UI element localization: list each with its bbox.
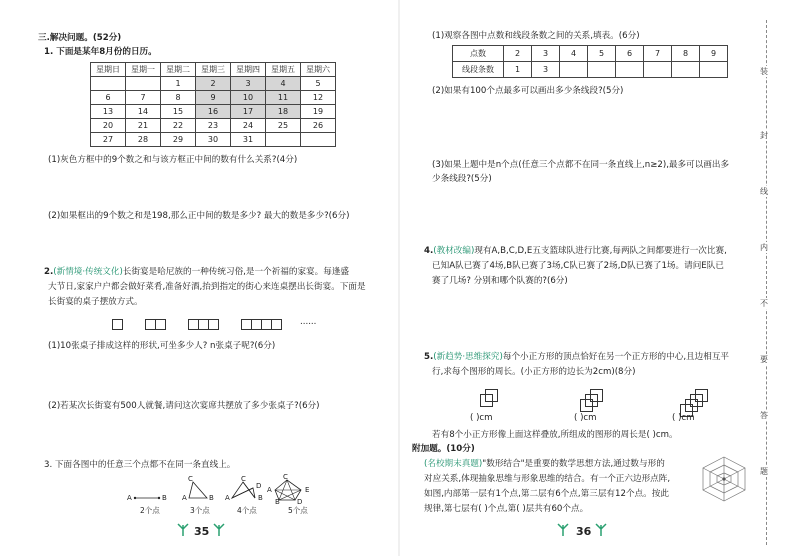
q5-line3: 若有8个小正方形像上面这样叠放,所组成的图形的周长是( )cm。: [432, 430, 678, 440]
r-part1: (1)观察各图中点数和线段条数之间的关系,填表。(6分): [432, 31, 640, 41]
binding-char: 线: [760, 187, 768, 196]
grass-icon: [212, 521, 226, 537]
svg-text:B: B: [258, 494, 263, 502]
svg-text:D: D: [297, 498, 303, 506]
q2-part2: (2)若某次长街宴有500人就餐,请问这次宴席共摆放了多少张桌子?(6分): [48, 401, 320, 411]
points-cell: 7: [644, 46, 672, 62]
calendar-cell: 20: [91, 119, 126, 133]
extra-line2: 对应关系,体现抽象思维与形象思维的结合。有一个正六边形点阵,: [424, 474, 671, 484]
q1-part2: (2)如果框出的9个数之和是198,那么正中间的数是多少? 最大的数是多少?(6分): [48, 211, 350, 221]
q2-tag: (新情境·传统文化): [53, 267, 123, 277]
binding-char: 装: [760, 67, 768, 76]
calendar-cell: [266, 133, 301, 147]
q2-line1: [44, 267, 349, 278]
calendar-header-cell: 星期五: [266, 63, 301, 77]
svg-text:C: C: [241, 475, 246, 483]
calendar-cell: 30: [196, 133, 231, 147]
calendar-cell: 24: [231, 119, 266, 133]
grass-icon: [594, 521, 608, 537]
calendar-cell: [91, 77, 126, 91]
calendar-cell: 29: [161, 133, 196, 147]
points-cell: 2: [504, 46, 532, 62]
q1-intro: 1. 下面是某年8月份的日历。: [44, 47, 157, 57]
extra-tag: (名校期末真题): [424, 459, 483, 469]
r-part2: (2)如果有100个点最多可以画出多少条线段?(5分): [432, 86, 624, 96]
points-row: [453, 46, 728, 62]
extra-text1: "数形结合"是重要的数学思想方法,通过数与形的: [482, 459, 665, 469]
calendar-cell: 9: [196, 91, 231, 105]
calendar-cell: 31: [231, 133, 266, 147]
table-shape: [208, 319, 219, 330]
fig-label-4: 4个点: [237, 506, 257, 515]
svg-text:C: C: [188, 475, 193, 483]
grass-icon: [556, 521, 570, 537]
calendar-cell: 19: [301, 105, 336, 119]
calendar-cell: 15: [161, 105, 196, 119]
calendar-cell: 12: [301, 91, 336, 105]
calendar-cell: 10: [231, 91, 266, 105]
calendar-cell: 26: [301, 119, 336, 133]
small-square: [695, 389, 708, 402]
q4-line1: [424, 246, 727, 257]
q4-tag: (教材改编): [433, 246, 475, 256]
fig-label-3: 3个点: [190, 506, 210, 515]
q1-part1: (1)灰色方框中的9个数之和与该方框正中间的数有什么关系?(4分): [48, 155, 298, 165]
segments-cell[interactable]: [616, 62, 644, 78]
calendar-header-cell: 星期二: [161, 63, 196, 77]
svg-text:B: B: [209, 494, 214, 502]
q5-line2: 行,求每个图形的周长。(小正方形的边长为2cm)(8分): [432, 367, 636, 377]
blank-3[interactable]: ( )cm: [672, 413, 695, 423]
calendar-cell: 3: [231, 77, 266, 91]
calendar-header-cell: 星期三: [196, 63, 231, 77]
segments-cell: 3: [532, 62, 560, 78]
segments-header: 线段条数: [453, 62, 504, 78]
blank-1[interactable]: ( )cm: [470, 413, 493, 423]
section-title: 三.解决问题。(52分): [38, 33, 122, 43]
calendar-cell: 28: [126, 133, 161, 147]
calendar-row: [91, 91, 336, 105]
calendar-cell: 5: [301, 77, 336, 91]
page-number-left: 35: [194, 525, 210, 538]
binding-char: 要: [760, 355, 768, 364]
hexagon-lattice-figure: [696, 454, 752, 504]
q5-tag: (新趋势·思维探究): [433, 352, 503, 362]
calendar-row: [91, 119, 336, 133]
extra-line1: [424, 459, 665, 470]
extra-title: 附加题。(10分): [412, 444, 475, 454]
calendar-cell: 23: [196, 119, 231, 133]
small-square: [590, 389, 603, 402]
points-cell: 9: [700, 46, 728, 62]
calendar-header-cell: 星期一: [126, 63, 161, 77]
ellipsis: ......: [300, 317, 317, 327]
calendar-row: [91, 105, 336, 119]
calendar-cell: 25: [266, 119, 301, 133]
calendar-header-cell: 星期日: [91, 63, 126, 77]
segments-cell[interactable]: [672, 62, 700, 78]
calendar-cell: 18: [266, 105, 301, 119]
extra-line4: 规律,第七层有( )个点,第( )层共有60个点。: [424, 504, 589, 514]
calendar-cell: [126, 77, 161, 91]
calendar-cell: 8: [161, 91, 196, 105]
extra-line3: 如图,内部第一层有1个点,第二层有6个点,第三层有12个点。按此: [424, 489, 669, 499]
calendar-table: [90, 62, 336, 147]
svg-text:B: B: [275, 498, 280, 506]
svg-text:C: C: [283, 474, 288, 481]
page-gutter: [398, 0, 400, 556]
table-shape: [155, 319, 166, 330]
binding-char: 答: [760, 411, 768, 420]
r-part3-line2: 少条线段?(5分): [432, 174, 492, 184]
fig-label-2: 2个点: [140, 506, 160, 515]
table-shape: [271, 319, 282, 330]
binding-char: 不: [760, 299, 768, 308]
grass-icon: [176, 521, 190, 537]
q4-number: 4.: [424, 246, 434, 256]
binding-char: 封: [760, 131, 768, 140]
calendar-cell: 1: [161, 77, 196, 91]
q4-line3: 赛了几场? 分别和哪个队赛的?(6分): [432, 276, 568, 286]
calendar-cell: 4: [266, 77, 301, 91]
q2-part1: (1)10张桌子排成这样的形状,可坐多少人? n张桌子呢?(6分): [48, 341, 276, 351]
q3-intro: 3. 下面各图中的任意三个点都不在同一条直线上。: [44, 460, 236, 470]
svg-text:E: E: [305, 486, 310, 494]
calendar-cell: 16: [196, 105, 231, 119]
q2-number: 2.: [44, 267, 54, 277]
points-cell: 8: [672, 46, 700, 62]
q4-line2: 已知A队已赛了4场,B队已赛了3场,C队已赛了2场,D队已赛了1场。请问E队已: [432, 261, 724, 271]
calendar-cell: 13: [91, 105, 126, 119]
calendar-cell: 27: [91, 133, 126, 147]
segments-cell: 1: [504, 62, 532, 78]
calendar-cell: 17: [231, 105, 266, 119]
fig-label-5: 5个点: [288, 506, 308, 515]
page-number-right: 36: [576, 525, 592, 538]
binding-char: 内: [760, 243, 768, 252]
points-cell: 4: [560, 46, 588, 62]
points-cell: 6: [616, 46, 644, 62]
blank-2[interactable]: ( )cm: [574, 413, 597, 423]
calendar-header-row: [91, 63, 336, 77]
svg-text:D: D: [256, 482, 262, 490]
calendar-cell: 21: [126, 119, 161, 133]
svg-text:A: A: [182, 494, 187, 502]
r-part3-line1: (3)如果上题中是n个点(任意三个点都不在同一条直线上,n≥2),最多可以画出多: [432, 160, 730, 170]
calendar-cell: 2: [196, 77, 231, 91]
segments-cell[interactable]: [588, 62, 616, 78]
points-cell: 5: [588, 46, 616, 62]
segments-cell[interactable]: [700, 62, 728, 78]
label-A: A: [127, 494, 132, 502]
svg-text:A: A: [225, 494, 230, 502]
calendar-cell: 22: [161, 119, 196, 133]
calendar-header-cell: 星期四: [231, 63, 266, 77]
calendar-cell: 6: [91, 91, 126, 105]
q2-text1: 长街宴是哈尼族的一种传统习俗,是一个祈福的家宴。每逢盛: [122, 267, 350, 277]
calendar-row: [91, 133, 336, 147]
q2-line2: 大节日,家家户户都会做好菜肴,准备好酒,抬到指定的街心来连桌摆出长街宴。下面是: [48, 282, 366, 292]
q4-text1: 现有A,B,C,D,E五支篮球队进行比赛,每两队之间都要进行一次比赛,: [474, 246, 727, 256]
q5-number: 5.: [424, 352, 434, 362]
svg-text:B: B: [162, 494, 167, 502]
segments-cell[interactable]: [644, 62, 672, 78]
calendar-cell: [301, 133, 336, 147]
q5-line1: [424, 352, 729, 363]
points-header: 点数: [453, 46, 504, 62]
points-cell: 3: [532, 46, 560, 62]
calendar-cell: 7: [126, 91, 161, 105]
small-square: [485, 389, 498, 402]
q2-line3: 长街宴的桌子摆放方式。: [48, 297, 143, 307]
svg-text:A: A: [267, 486, 272, 494]
calendar-row: [91, 77, 336, 91]
calendar-header-cell: 星期六: [301, 63, 336, 77]
segments-cell[interactable]: [560, 62, 588, 78]
calendar-cell: 14: [126, 105, 161, 119]
q5-text1: 每个小正方形的顶点恰好在另一个正方形的中心,且边相互平: [502, 352, 730, 362]
binding-char: 题: [760, 467, 768, 476]
segments-row: [453, 62, 728, 78]
points-table: [452, 45, 728, 78]
calendar-cell: 11: [266, 91, 301, 105]
table-shape: [112, 319, 123, 330]
